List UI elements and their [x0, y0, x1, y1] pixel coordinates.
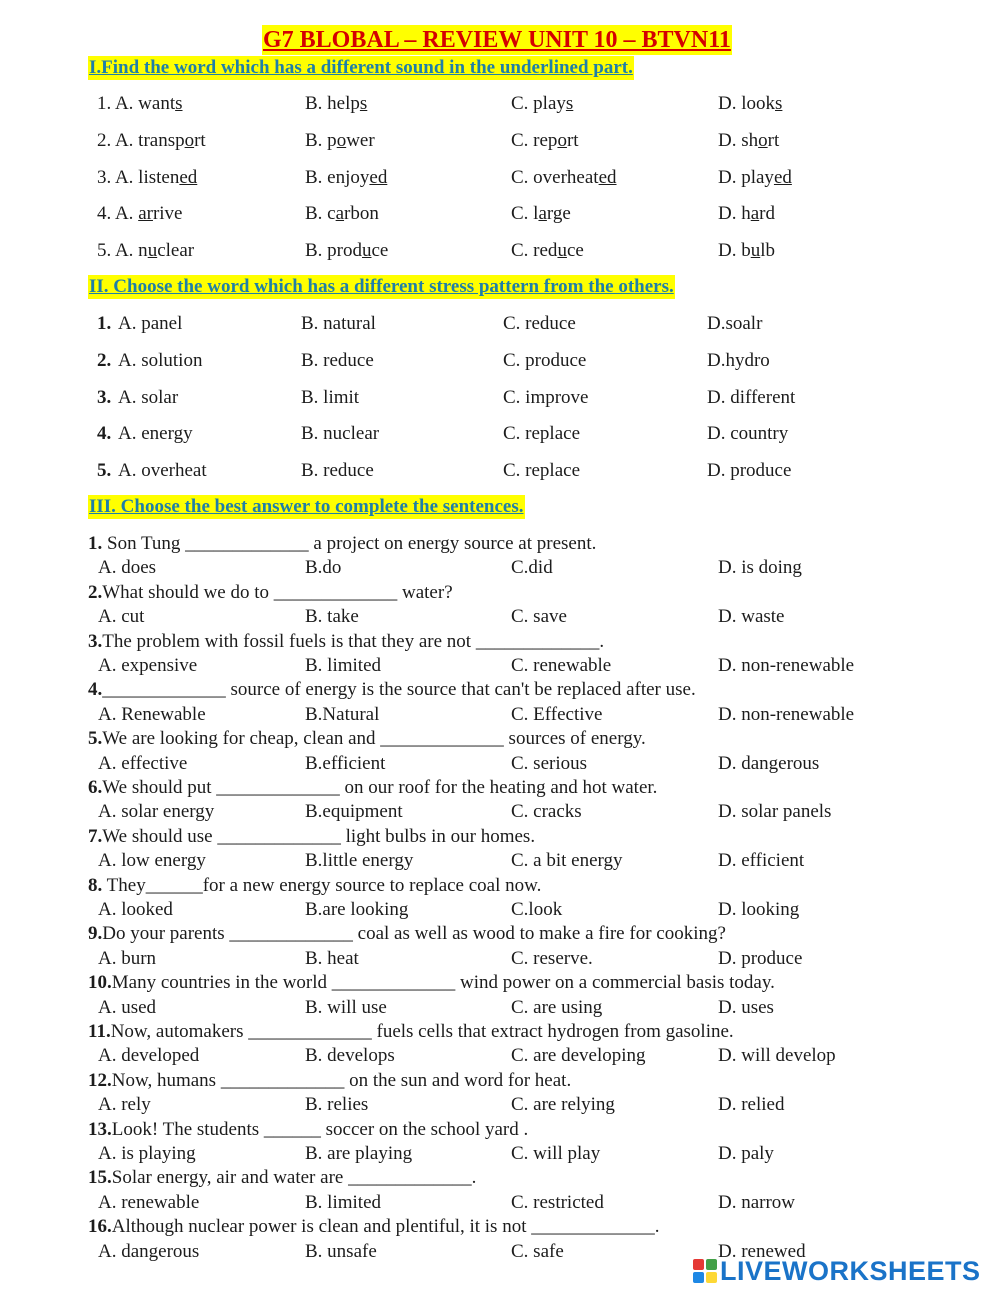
answer-option-b[interactable]: B.are looking	[305, 899, 409, 920]
option-prefix: B. p	[305, 129, 337, 151]
answer-option-a[interactable]: A. developed	[98, 1045, 200, 1067]
option-c	[511, 238, 584, 264]
option-c	[511, 201, 571, 227]
option-prefix: 5. A. n	[97, 240, 148, 262]
option-a: A. panel	[118, 313, 183, 334]
question-stem	[88, 1069, 571, 1093]
underlined-part: u	[750, 240, 761, 262]
question-stem	[88, 874, 541, 898]
question-text: Many countries in the world _____________ wind power on a commercial basis today.	[111, 972, 775, 994]
section-3-heading: III. Choose the best answer to complete the sentences.	[89, 496, 524, 517]
answer-option-c[interactable]: C.did	[511, 557, 553, 579]
section-1-heading: I.Find the word which has a different sound in the underlined part.	[89, 57, 633, 78]
answer-option-d[interactable]: D. efficient	[718, 850, 805, 872]
answer-option-d[interactable]: D. is doing	[718, 557, 802, 579]
option-prefix: D. h	[718, 203, 751, 225]
answer-option-d[interactable]: D. looking	[718, 899, 800, 920]
question-text: _____________ source of energy is the source that can't be replaced after use.	[102, 679, 696, 701]
option-d: D. country	[707, 423, 789, 445]
answer-option-c[interactable]: C. cracks	[511, 801, 582, 823]
option-prefix: C. play	[511, 93, 566, 114]
option-prefix: D. b	[718, 240, 751, 262]
answer-option-b[interactable]: B.efficient	[305, 752, 386, 774]
option-suffix: rt	[566, 129, 579, 151]
answer-option-a[interactable]: A. Renewable	[98, 703, 206, 725]
answer-option-b[interactable]: B.Natural	[305, 703, 380, 725]
option-b: B. nuclear	[301, 423, 380, 445]
question-number: 3.	[88, 630, 103, 652]
question-text: Solar energy, air and water are _____________.	[111, 1167, 477, 1189]
answer-option-c[interactable]: C. a bit energy	[511, 850, 623, 872]
option-c: C. improve	[503, 386, 589, 408]
section-1-row	[0, 128, 1000, 154]
underlined-part: o	[557, 129, 567, 151]
option-c	[511, 91, 573, 117]
question-number: 12.	[88, 1069, 112, 1091]
underlined-part: u	[362, 240, 372, 262]
answer-option-a[interactable]: A. looked	[98, 899, 173, 920]
section-2-row	[0, 458, 1000, 484]
answer-option-c[interactable]: C. are developing	[511, 1045, 646, 1067]
section-1-row	[0, 238, 1000, 264]
answer-option-d[interactable]: D. non-renewable	[718, 655, 855, 676]
underlined-part: s	[175, 93, 183, 114]
option-b	[305, 238, 388, 264]
answer-option-c[interactable]: C. safe	[511, 1240, 564, 1262]
underlined-part: s	[775, 93, 783, 114]
option-d	[718, 128, 779, 154]
answer-option-a[interactable]: A. used	[98, 996, 157, 1018]
option-b	[305, 128, 375, 154]
underlined-part: ed	[179, 166, 198, 188]
question-text: The problem with fossil fuels is that they are not _____________.	[102, 630, 605, 652]
option-b: B. reduce	[301, 460, 374, 482]
underlined-part: s	[359, 93, 368, 114]
question-stem	[88, 971, 775, 995]
underlined-part: u	[557, 240, 567, 262]
question-stem	[88, 1020, 734, 1044]
answer-option-c[interactable]: C. Effective	[511, 703, 603, 725]
underlined-part: o	[758, 129, 768, 151]
option-prefix: 4. A.	[97, 203, 139, 225]
question-stem	[88, 532, 596, 556]
answer-option-a[interactable]: A. effective	[98, 752, 188, 774]
answer-option-b[interactable]: B. limited	[305, 655, 381, 676]
answer-option-c[interactable]: C. restricted	[511, 1191, 604, 1213]
liveworksheets-logo	[693, 1256, 981, 1286]
underlined-part: ed	[773, 166, 792, 188]
question-number: 9.	[88, 923, 103, 945]
brand-name: LIVEWORKSHEETS	[720, 1255, 981, 1286]
section-2-row	[0, 348, 1000, 374]
answer-option-d[interactable]: D. paly	[718, 1143, 774, 1164]
option-a	[97, 201, 183, 227]
question-text: Look! The students ______ soccer on the school yard .	[111, 1118, 529, 1140]
answer-option-c[interactable]: C. will play	[511, 1143, 601, 1164]
option-prefix: D. play	[718, 166, 774, 188]
page-title: G7 BLOBAL – REVIEW UNIT 10 – BTVN11	[263, 27, 731, 53]
answer-option-b[interactable]: B. limited	[305, 1191, 381, 1213]
option-prefix: C. red	[511, 240, 558, 262]
option-d	[718, 238, 775, 264]
underlined-part: ar	[138, 203, 153, 225]
option-prefix: 1. A. want	[97, 93, 176, 114]
question-number: 10.	[88, 972, 112, 994]
option-a	[97, 165, 197, 191]
question-text: We should put _____________ on our roof for the heating and hot water.	[102, 777, 658, 798]
section-1-row	[0, 201, 1000, 227]
option-prefix: B. enjoy	[305, 166, 370, 188]
option-prefix: C. overheat	[511, 166, 599, 188]
question-number: 1.	[88, 533, 103, 554]
option-a: A. solar	[118, 386, 179, 408]
question-number: 11.	[88, 1021, 111, 1042]
answer-option-d[interactable]: D. will develop	[718, 1045, 836, 1067]
question-text: We are looking for cheap, clean and _____________ sources of energy.	[102, 728, 646, 750]
question-number: 7.	[88, 825, 103, 847]
section-1-row	[0, 91, 1000, 117]
question-number: 15.	[88, 1167, 112, 1189]
answer-option-a[interactable]: A. solar energy	[98, 801, 215, 823]
option-b: B. limit	[301, 386, 360, 408]
answer-option-c[interactable]: C. are using	[511, 996, 603, 1018]
answer-option-d[interactable]: D. produce	[718, 947, 803, 969]
option-suffix: ce	[566, 240, 584, 262]
question-number: 5.	[88, 728, 103, 750]
answer-option-a[interactable]: A. is playing	[98, 1143, 196, 1164]
section-2-row	[0, 421, 1000, 447]
answer-option-c[interactable]: C. are relying	[511, 1094, 615, 1116]
question-text: Now, humans _____________ on the sun and word for heat.	[111, 1069, 572, 1091]
answer-option-c[interactable]: C. serious	[511, 752, 587, 774]
question-stem	[88, 727, 646, 751]
option-prefix: D. look	[718, 93, 775, 114]
option-prefix: C. rep	[511, 129, 558, 151]
answer-option-b[interactable]: B. take	[305, 606, 359, 628]
question-number: 6.	[88, 777, 103, 798]
option-b	[305, 91, 367, 117]
answer-option-d[interactable]: D. uses	[718, 996, 774, 1018]
underlined-part: u	[147, 240, 158, 262]
question-text: Although nuclear power is clean and plentiful, it is not _____________.	[111, 1216, 660, 1238]
question-stem	[88, 922, 726, 946]
question-number: 16.	[88, 1216, 112, 1238]
option-d: D.hydro	[707, 349, 770, 371]
option-prefix: 2. A. transp	[97, 129, 185, 151]
question-text: They______for a new energy source to replace coal now.	[102, 874, 542, 896]
option-suffix: lb	[760, 240, 776, 262]
underlined-part: a	[335, 203, 345, 225]
question-number: 1.	[97, 313, 112, 334]
section-2-heading: II. Choose the word which has a different stress pattern from the others.	[89, 276, 674, 297]
question-stem	[88, 825, 535, 849]
option-prefix: B. c	[305, 203, 336, 225]
question-text: Son Tung _____________ a project on energy source at present.	[102, 533, 597, 554]
answer-option-a[interactable]: A. rely	[98, 1094, 151, 1116]
option-b: B. reduce	[301, 349, 374, 371]
option-a	[97, 128, 206, 154]
section-2-row	[0, 311, 1000, 337]
question-text: What should we do to _____________ water?	[102, 581, 453, 603]
answer-option-c[interactable]: C. renewable	[511, 655, 612, 676]
answer-option-a[interactable]: A. cut	[98, 606, 145, 628]
answer-option-c[interactable]: C. save	[511, 606, 567, 628]
answer-option-a[interactable]: A. burn	[98, 947, 157, 969]
option-prefix: D. sh	[718, 129, 759, 151]
question-stem	[88, 630, 604, 654]
option-a	[97, 238, 194, 264]
question-number: 13.	[88, 1118, 112, 1140]
option-c: C. replace	[503, 460, 581, 482]
option-prefix: 3. A. listen	[97, 166, 180, 188]
option-suffix: ce	[371, 240, 389, 262]
option-a: A. solution	[118, 349, 203, 371]
option-d: D. different	[707, 386, 796, 408]
answer-option-c[interactable]: C.look	[511, 899, 563, 920]
section-2-row	[0, 385, 1000, 411]
answer-option-b[interactable]: B. will use	[305, 996, 387, 1018]
option-b	[305, 201, 379, 227]
answer-option-a[interactable]: A. low energy	[98, 850, 206, 872]
answer-option-b[interactable]: B. unsafe	[305, 1240, 377, 1262]
question-stem	[88, 1118, 528, 1142]
option-c: C. produce	[503, 349, 587, 371]
question-text: Now, automakers _____________ fuels cells that extract hydrogen from gasoline.	[110, 1021, 734, 1042]
answer-option-b[interactable]: B.little energy	[305, 850, 414, 872]
answer-option-a[interactable]: A. dangerous	[98, 1240, 200, 1262]
question-text: We should use _____________ light bulbs in our homes.	[102, 825, 536, 847]
option-suffix: clear	[157, 240, 195, 262]
option-prefix: C. l	[511, 203, 539, 225]
answer-option-b[interactable]: B.equipment	[305, 801, 403, 823]
option-d	[718, 91, 782, 117]
answer-option-b[interactable]: B. are playing	[305, 1143, 413, 1164]
question-number: 2.	[97, 349, 112, 371]
underlined-part: a	[750, 203, 760, 225]
question-stem	[88, 678, 696, 702]
underlined-part: o	[184, 129, 195, 151]
option-c: C. replace	[503, 423, 581, 445]
question-stem	[88, 1215, 659, 1239]
option-suffix: wer	[346, 129, 375, 151]
answer-option-b[interactable]: B.do	[305, 557, 342, 579]
question-stem	[88, 1166, 476, 1190]
question-number: 5.	[97, 460, 112, 482]
answer-option-d[interactable]: D. non-renewable	[718, 703, 855, 725]
option-d: D.soalr	[707, 313, 763, 334]
logo-grid-icon	[693, 1259, 717, 1283]
option-c: C. reduce	[503, 313, 576, 334]
option-c	[511, 128, 579, 154]
option-d: D. produce	[707, 460, 792, 482]
option-a: A. overheat	[118, 460, 207, 482]
answer-option-b[interactable]: B. relies	[305, 1094, 369, 1116]
option-suffix: rge	[546, 203, 571, 225]
underlined-part: o	[336, 129, 347, 151]
answer-option-a[interactable]: A. expensive	[98, 655, 198, 676]
answer-option-d[interactable]: D. renewed	[718, 1240, 806, 1262]
underlined-part: ed	[598, 166, 617, 188]
section-1-row	[0, 165, 1000, 191]
question-number: 3.	[97, 386, 112, 408]
answer-option-d[interactable]: D. waste	[718, 606, 785, 628]
answer-option-a[interactable]: A. renewable	[98, 1191, 200, 1213]
option-b	[305, 165, 387, 191]
option-d	[718, 165, 792, 191]
option-a	[97, 91, 183, 117]
underlined-part: a	[538, 203, 547, 225]
answer-option-c[interactable]: C. reserve.	[511, 947, 593, 969]
question-number: 8.	[88, 874, 103, 896]
option-prefix: B. help	[305, 93, 360, 114]
answer-option-d[interactable]: D. dangerous	[718, 752, 820, 774]
option-a: A. energy	[118, 423, 193, 445]
question-stem	[88, 776, 657, 800]
answer-option-d[interactable]: D. solar panels	[718, 801, 832, 823]
question-stem	[88, 581, 453, 605]
question-number: 2.	[88, 581, 103, 603]
question-number: 4.	[88, 679, 103, 701]
option-b: B. natural	[301, 313, 376, 334]
answer-option-a[interactable]: A. does	[98, 557, 157, 579]
answer-option-d[interactable]: D. relied	[718, 1094, 785, 1116]
option-prefix: B. prod	[305, 240, 362, 262]
answer-option-b[interactable]: B. develops	[305, 1045, 395, 1067]
option-suffix: rd	[759, 203, 775, 225]
answer-option-d[interactable]: D. narrow	[718, 1191, 796, 1213]
option-c	[511, 165, 617, 191]
option-d	[718, 201, 775, 227]
underlined-part: s	[565, 93, 574, 114]
question-number: 4.	[97, 423, 112, 445]
question-text: Do your parents _____________ coal as well as wood to make a fire for cooking?	[102, 923, 726, 945]
option-suffix: rive	[152, 203, 183, 225]
option-suffix: rt	[194, 129, 206, 151]
underlined-part: ed	[369, 166, 388, 188]
answer-option-b[interactable]: B. heat	[305, 947, 359, 969]
option-suffix: rt	[767, 129, 780, 151]
option-suffix: rbon	[344, 203, 379, 225]
